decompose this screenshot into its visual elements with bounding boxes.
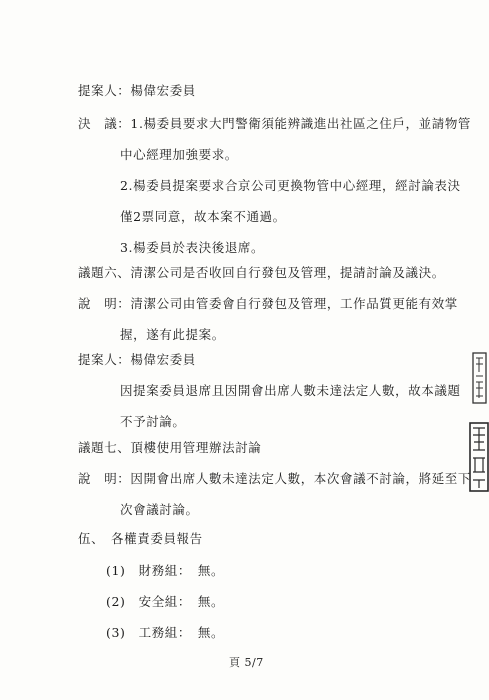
resolution-line-2: 中心經理加強要求。 bbox=[120, 147, 238, 162]
section-five-heading: 伍、 各權責委員報告 bbox=[78, 531, 203, 546]
explanation-line-1: 說 明：清潔公司由管委會自行發包及管理，工作品質更能有效掌 bbox=[78, 296, 458, 311]
resolution-line-1: 決 議：1.楊委員要求大門警衛須能辨識進出社區之住戶，並請物管 bbox=[78, 116, 472, 131]
seal-stamp-top bbox=[472, 352, 487, 404]
seal-stamp-bottom bbox=[469, 422, 489, 492]
report-engineering: (3) 工務組： 無。 bbox=[106, 625, 225, 640]
page-number: 頁 5/7 bbox=[229, 656, 264, 669]
resolution-line-5: 3.楊委員於表決後退席。 bbox=[120, 240, 265, 255]
note-line-2: 不予討論。 bbox=[120, 414, 186, 429]
proposer-line-2: 提案人：楊偉宏委員 bbox=[78, 352, 196, 367]
proposer-line-1: 提案人：楊偉宏委員 bbox=[78, 83, 196, 98]
agenda-item-7: 議題七、頂樓使用管理辦法討論 bbox=[78, 440, 262, 455]
report-safety: (2) 安全組： 無。 bbox=[106, 594, 225, 609]
explanation-line-4: 次會議討論。 bbox=[120, 502, 199, 517]
agenda-item-6: 議題六、清潔公司是否收回自行發包及管理，提請討論及議決。 bbox=[78, 265, 445, 280]
resolution-line-3: 2.楊委員提案要求合京公司更換物管中心經理，經討論表決 bbox=[120, 178, 461, 193]
report-finance: (1) 財務組： 無。 bbox=[106, 563, 225, 578]
resolution-line-4: 僅2票同意，故本案不通過。 bbox=[120, 209, 286, 224]
explanation-line-2: 握，遂有此提案。 bbox=[120, 327, 225, 342]
note-line-1: 因提案委員退席且因開會出席人數未達法定人數，故本議題 bbox=[120, 383, 461, 398]
explanation-line-3: 說 明：因開會出席人數未達法定人數，本次會議不討論，將延至下 bbox=[78, 471, 472, 486]
